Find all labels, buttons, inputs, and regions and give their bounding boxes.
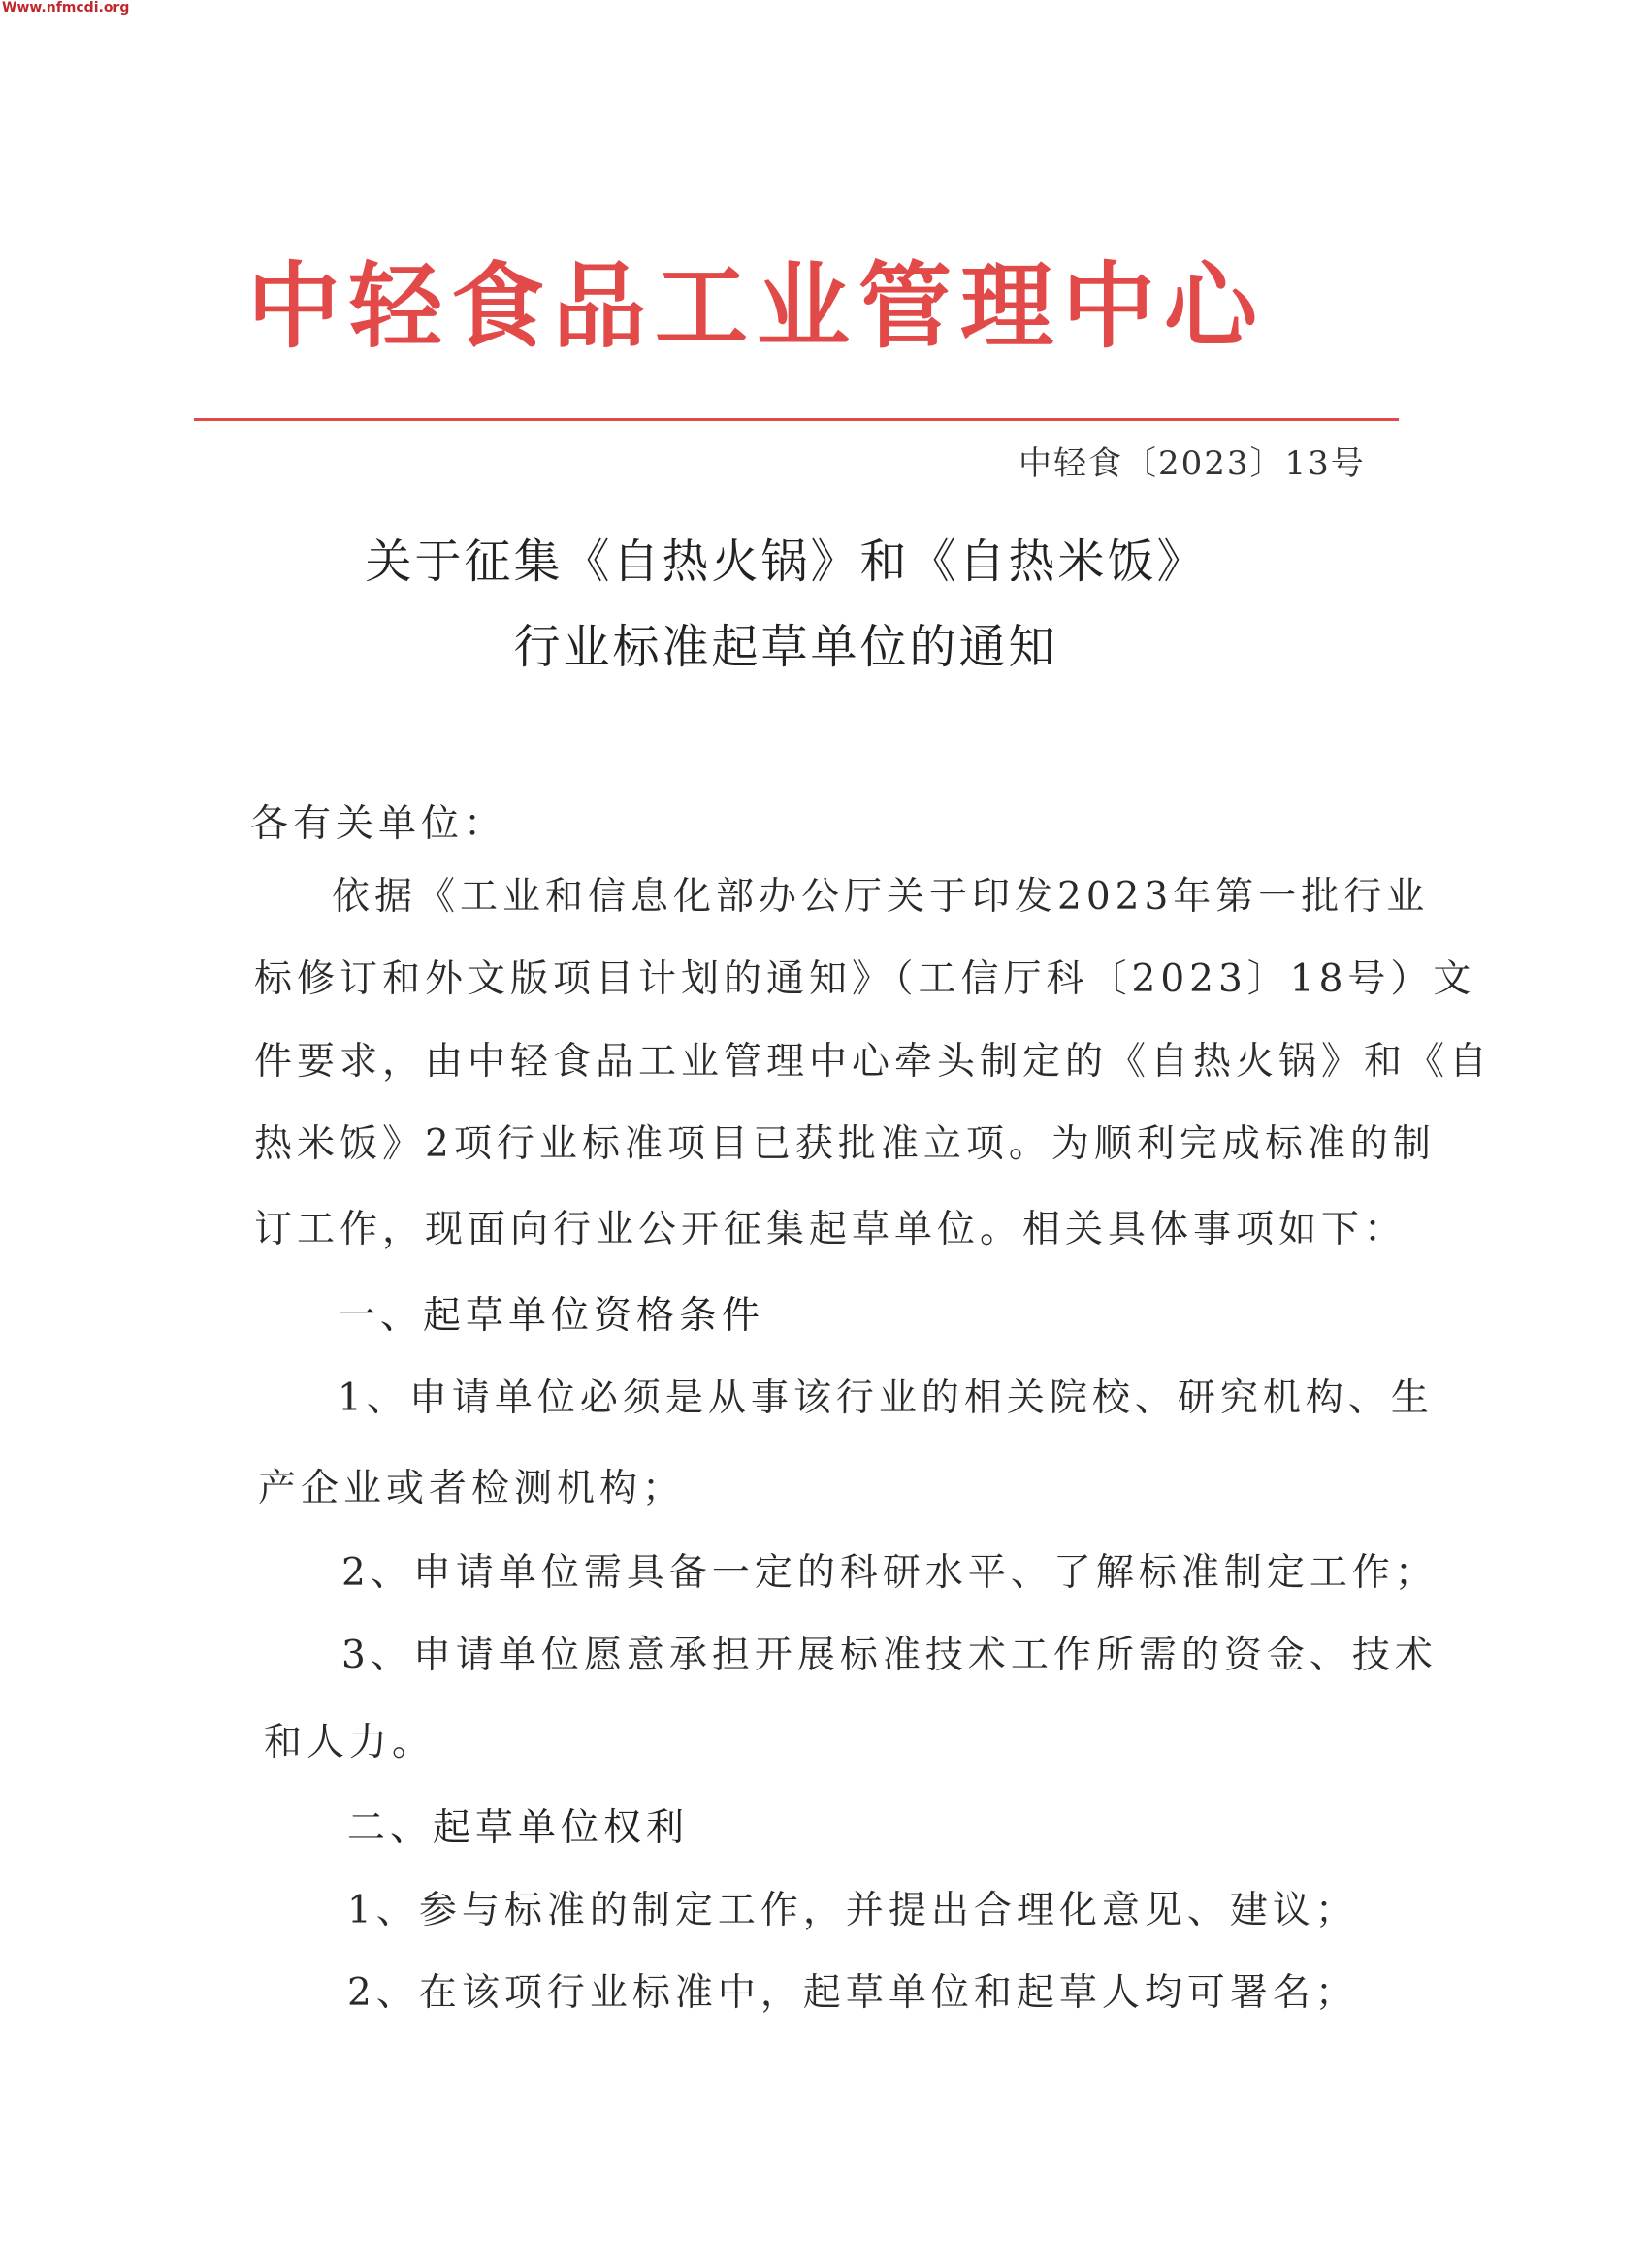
organization-header: 中轻食品工业管理中心: [247, 252, 1266, 361]
salutation: 各有关单位：: [250, 802, 507, 846]
intro-line: 热米饭》2项行业标准项目已获批准立项。为顺利完成标准的制: [254, 1122, 1436, 1166]
watermark: Www.nfmcdi.org: [2, 0, 130, 16]
section-1-item-1-line: 1、申请单位必须是从事该行业的相关院校、研究机构、生: [338, 1377, 1434, 1420]
document-title-line-1: 关于征集《自热火锅》和《自热米饭》: [365, 535, 1207, 589]
section-2-heading: 二、起草单位权利: [347, 1806, 690, 1850]
section-2-item-1: 1、参与标准的制定工作，并提出合理化意见、建议；: [347, 1889, 1358, 1932]
document-number: 中轻食〔2023〕13号: [1018, 444, 1366, 483]
document-title-line-2: 行业标准起草单位的通知: [513, 620, 1058, 674]
section-1-item-2: 2、申请单位需具备一定的科研水平、了解标准制定工作；: [341, 1551, 1438, 1595]
intro-line: 依据《工业和信息化部办公厅关于印发2023年第一批行业: [332, 875, 1430, 919]
intro-line: 标修订和外文版项目计划的通知》（工信厅科〔2023〕18号）文: [254, 957, 1476, 1001]
section-1-item-3-line: 和人力。: [264, 1721, 436, 1765]
header-divider: [194, 418, 1399, 421]
intro-line: 件要求，由中轻食品工业管理中心牵头制定的《自热火锅》和《自: [254, 1040, 1493, 1084]
section-2-item-2: 2、在该项行业标准中，起草单位和起草人均可署名；: [347, 1971, 1358, 2015]
section-1-heading: 一、起草单位资格条件: [338, 1294, 765, 1338]
section-1-item-3-line: 3、申请单位愿意承担开展标准技术工作所需的资金、技术: [341, 1634, 1438, 1677]
intro-line: 订工作，现面向行业公开征集起草单位。相关具体事项如下：: [254, 1208, 1407, 1251]
section-1-item-1-line: 产企业或者检测机构；: [258, 1467, 686, 1510]
